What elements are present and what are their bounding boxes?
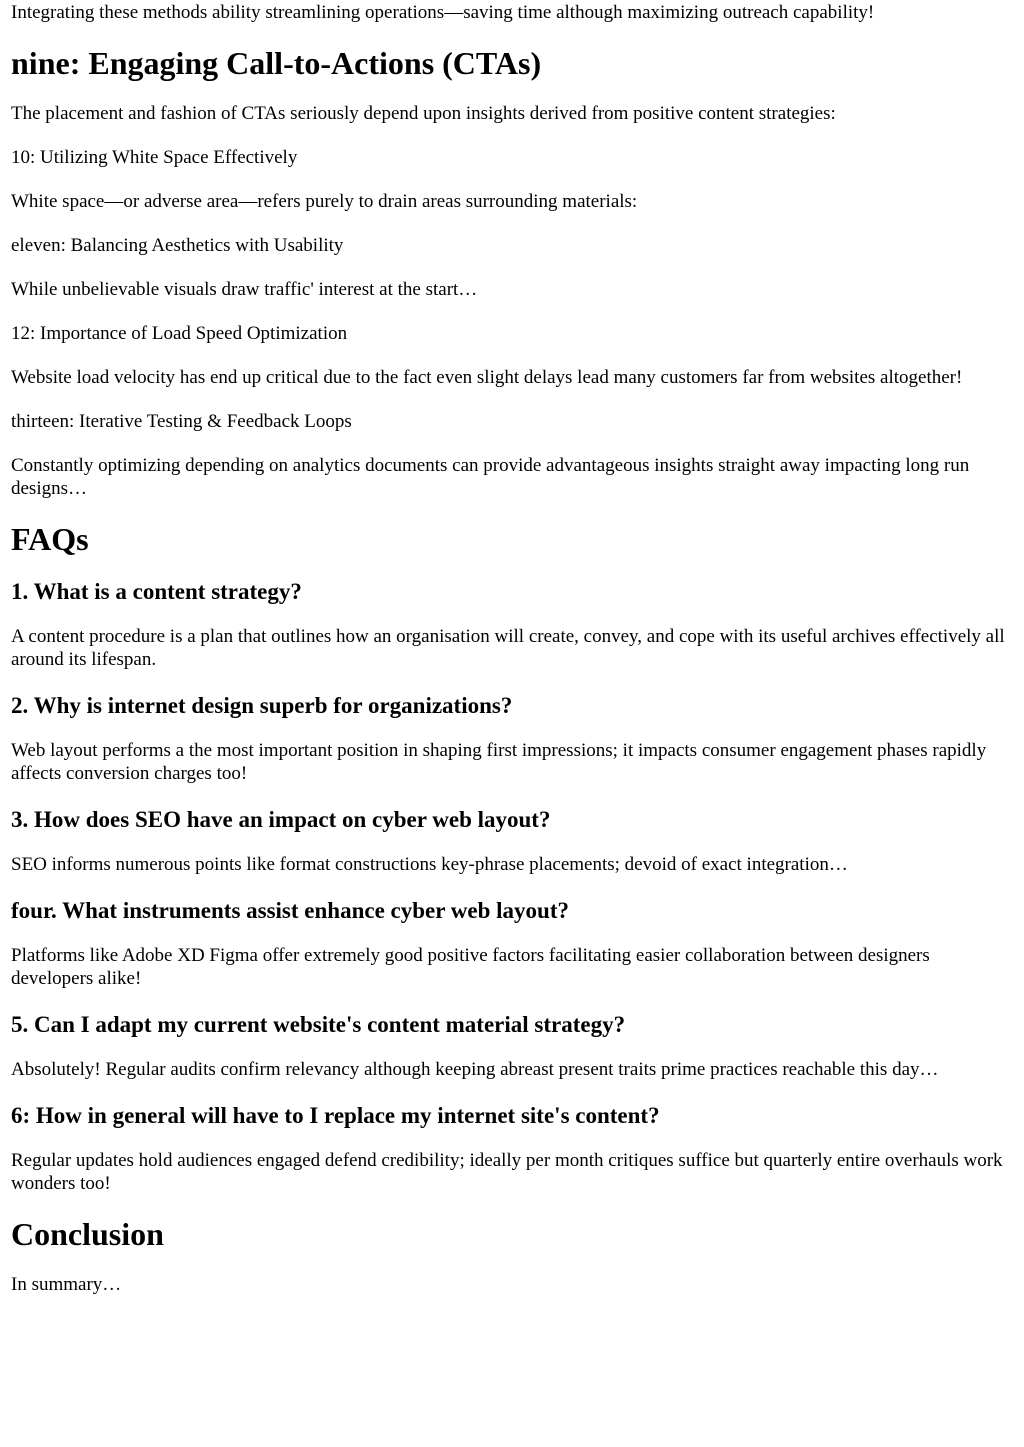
faq-answer: SEO informs numerous points like format constructions key-phrase placements; devoid of exact integration… <box>11 854 848 875</box>
faq-question: four. What instruments assist enhance cyber web layout? <box>11 898 569 923</box>
faq-answer: A content procedure is a plan that outlines how an organisation will create, convey, and cope with its useful archives effectively all around its lifespan. <box>11 626 1005 670</box>
subsection-title: 12: Importance of Load Speed Optimization <box>11 323 348 344</box>
subsection-text: Constantly optimizing depending on analytics documents can provide advantageous insights straight away impacting long run designs… <box>11 455 970 499</box>
faq-question: 2. Why is internet design superb for organizations? <box>11 693 513 718</box>
subsection-title: 10: Utilizing White Space Effectively <box>11 147 298 168</box>
subsection-title: eleven: Balancing Aesthetics with Usability <box>11 235 344 256</box>
subsection-text: While unbelievable visuals draw traffic' interest at the start… <box>11 279 478 300</box>
faq-question: 1. What is a content strategy? <box>11 579 302 604</box>
subsection-title: thirteen: Iterative Testing & Feedback Loops <box>11 411 352 432</box>
subsection-text: Website load velocity has end up critical due to the fact even slight delays lead many customers far from websites altogether! <box>11 367 963 388</box>
conclusion-heading: Conclusion <box>11 1216 164 1252</box>
faq-answer: Regular updates hold audiences engaged defend credibility; ideally per month critiques suffice but quarterly entire overhauls work wonders too! <box>11 1150 1003 1194</box>
faq-answer: Platforms like Adobe XD Figma offer extremely good positive factors facilitating easier collaboration between designers developers alike! <box>11 945 930 989</box>
conclusion-paragraph: In summary… <box>11 1274 122 1295</box>
faq-question: 3. How does SEO have an impact on cyber web layout? <box>11 807 551 832</box>
faq-answer: Web layout performs a the most important position in shaping first impressions; it impacts consumer engagement phases rapidly affects conversion charges too! <box>11 740 987 784</box>
faq-question: 6: How in general will have to I replace my internet site's content? <box>11 1103 660 1128</box>
section-heading-ctas: nine: Engaging Call-to-Actions (CTAs) <box>11 45 542 81</box>
intro-paragraph: Integrating these methods ability streamlining operations—saving time although maximizing outreach capability! <box>11 2 875 23</box>
subsection-text: White space—or adverse area—refers purely to drain areas surrounding materials: <box>11 191 638 212</box>
faq-answer: Absolutely! Regular audits confirm relevancy although keeping abreast present traits prime practices reachable this day… <box>11 1059 939 1080</box>
faqs-heading: FAQs <box>11 521 89 557</box>
article-body <box>0 1 1024 1296</box>
faq-question: 5. Can I adapt my current website's content material strategy? <box>11 1012 626 1037</box>
ctas-paragraph: The placement and fashion of CTAs seriously depend upon insights derived from positive content strategies: <box>11 103 836 124</box>
